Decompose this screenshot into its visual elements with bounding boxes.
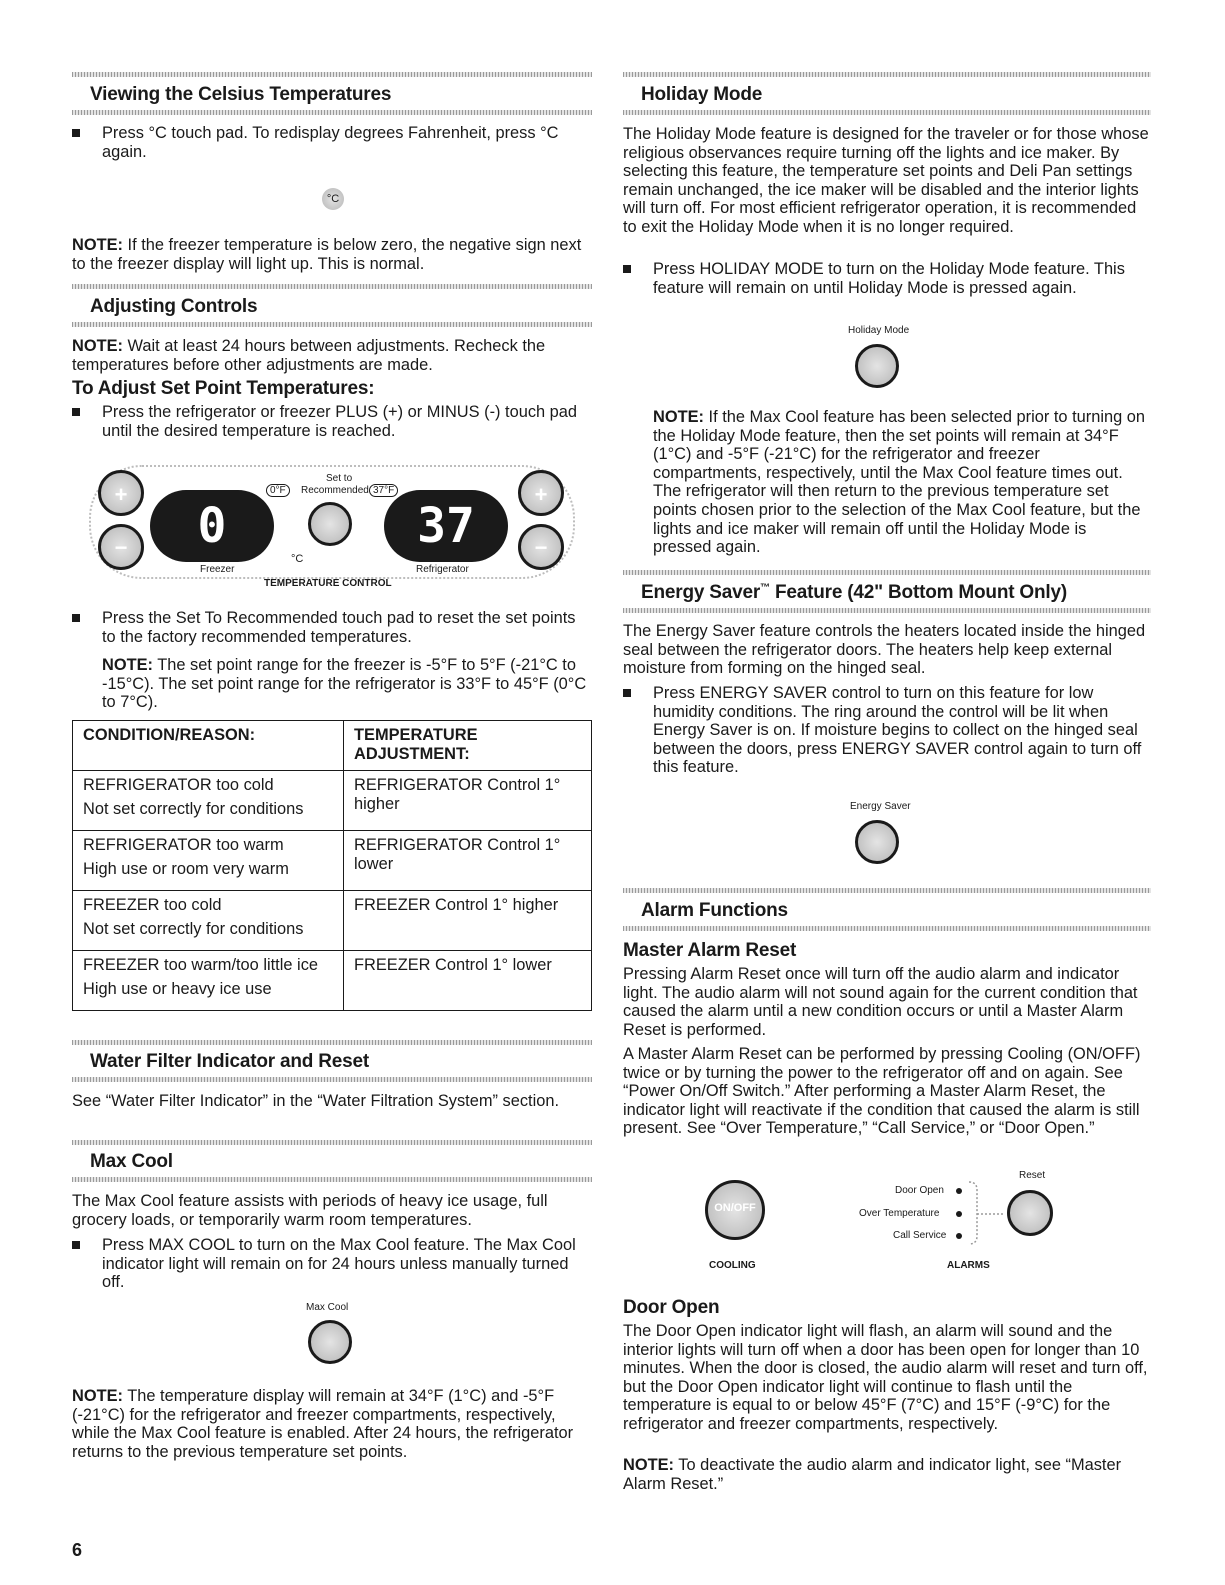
max-cool-text: The Max Cool feature assists with periods of heavy ice usage, full grocery loads, or temporarily warm room temperatures. (72, 1192, 548, 1229)
section-divider (623, 926, 1151, 931)
energy-saver-heading (641, 582, 1067, 604)
section-divider (72, 1140, 592, 1145)
max-cool-note (72, 1387, 592, 1461)
note-text: To deactivate the audio alarm and indicator light, see “Master Alarm Reset.” (623, 1456, 1122, 1493)
section-divider (72, 72, 592, 77)
on-off-label: ON/OFF (714, 1202, 756, 1214)
note-text: If the Max Cool feature has been selected prior to turning on the Holiday Mode feature, then the set points will remain at 34°F (1°C) and -5°F (-21°C) for the refrigerator and freezer compartments, respectively, until the Max Cool feature times out. The refrigerator will then return to the previous temperature set points chosen prior to the selection of the Max Cool feature, but the lights and ice maker will remain off until the Holiday Mode is pressed again. (653, 408, 1145, 557)
note-label: NOTE: (623, 1456, 674, 1474)
reset-label: Reset (1019, 1170, 1046, 1181)
freezer-label: Freezer (200, 564, 235, 575)
fridge-display (384, 490, 508, 562)
section-divider (72, 284, 592, 289)
holiday-mode-label: Holiday Mode (848, 325, 910, 336)
holiday-mode-text: The Holiday Mode feature is designed for the traveler or for those whose religious observances require turning off the lights and ice maker. By selecting this feature, the temperature set points and Deli Pan settings remain unchanged, the ice maker will be disabled and the interior lights will turn off. For most efficient refrigerator operation, it is recommended to exit the Holiday Mode when it is no longer required. (623, 125, 1149, 236)
condition-line: FREEZER too warm/too little ice (83, 956, 318, 974)
door-open-indicator-label: Door Open (895, 1185, 944, 1196)
condition-cell (73, 771, 344, 831)
page-number: 6 (72, 1540, 83, 1560)
table-row (73, 771, 592, 831)
energy-saver-button[interactable] (855, 820, 899, 864)
section-divider (72, 1177, 592, 1182)
table-row (73, 831, 592, 891)
freezer-display-value: 0 (197, 498, 227, 554)
section-divider (72, 1040, 592, 1045)
section-divider (623, 570, 1151, 575)
condition-line: REFRIGERATOR too cold (83, 776, 274, 794)
door-open-text: The Door Open indicator light will flash, an alarm will sound and the interior lights will turn off when a door has been open for longer than 10 minutes. When the door is closed, the audio alarm will reset and turn off, but the Door Open indicator light will continue to flash until the temperature is equal to or below 45°F (7°C) and 15°F (-9°C) for the refrigerator and freezer compartments, respectively. (623, 1322, 1148, 1433)
adjustment-table (72, 720, 592, 1011)
section-divider (72, 1077, 592, 1082)
adjustment-cell: FREEZER Control 1° higher (344, 891, 592, 951)
set-to-label: Set to (326, 473, 353, 484)
condition-line: FREEZER too cold (83, 896, 222, 914)
set-point-range-note (102, 656, 590, 712)
freezer-plus-button[interactable] (98, 470, 144, 516)
holiday-mode-note (653, 408, 1149, 557)
holiday-mode-heading: Holiday Mode (641, 84, 763, 105)
adjusting-heading: Adjusting Controls (90, 296, 258, 317)
note-label: NOTE: (653, 408, 704, 426)
recommended-bullet: Press the Set To Recommended touch pad to reset the set points to the factory recommended temperatures. (102, 609, 590, 646)
condition-cell (73, 951, 344, 1011)
celsius-heading: Viewing the Celsius Temperatures (90, 84, 392, 105)
temperature-control-caption: TEMPERATURE CONTROL (264, 578, 392, 589)
adjustment-header: TEMPERATURE ADJUSTMENT: (344, 721, 592, 771)
note-label: NOTE: (102, 656, 153, 674)
set-to-recommended-button[interactable] (308, 502, 352, 546)
celsius-bullet: Press °C touch pad. To redisplay degrees Fahrenheit, press °C again. (102, 124, 590, 161)
max-cool-label: Max Cool (306, 1302, 349, 1313)
energy-saver-text: The Energy Saver feature controls the heaters located inside the hinged seal between the refrigerator doors. The heaters help keep external moisture from forming on the hinged seal. (623, 622, 1146, 678)
section-divider (623, 72, 1151, 77)
recommended-label: Recommended (301, 485, 369, 496)
trademark-mark: ™ (760, 582, 770, 594)
note-text: The temperature display will remain at 34°F (1°C) and -5°F (-21°C) for the refrigerator and freezer compartments, respectively, while the Max Cool feature is enabled. After 24 hours, the refrigerator returns to the previous temperature set points. (72, 1387, 574, 1461)
master-alarm-reset-subheading: Master Alarm Reset (623, 940, 797, 961)
table-header-row (73, 721, 592, 771)
adjust-bullet: Press the refrigerator or freezer PLUS (+) or MINUS (-) touch pad until the desired temperature is reached. (102, 403, 590, 440)
max-cool-bullet: Press MAX COOL to turn on the Max Cool feature. The Max Cool indicator light will remain on for 24 hours unless manually turned off. (102, 1236, 590, 1292)
celsius-touch-pad (322, 188, 344, 210)
energy-saver-bullet: Press ENERGY SAVER control to turn on this feature for low humidity conditions. The ring around the control will be lit when Energy Saver is on. If moisture begins to collect on the hinged seal between the doors, press ENERGY SAVER control again to turn off this feature. (653, 684, 1149, 777)
note-label: NOTE: (72, 236, 123, 254)
condition-cell (73, 831, 344, 891)
fridge-plus-button[interactable] (518, 470, 564, 516)
condition-header: CONDITION/REASON: (73, 721, 344, 771)
alarm-functions-heading: Alarm Functions (641, 900, 788, 921)
cooling-caption: COOLING (709, 1260, 756, 1271)
note-label: NOTE: (72, 337, 123, 355)
freezer-recommended-badge: 0°F (266, 484, 290, 497)
heading-part: Energy Saver (641, 582, 761, 603)
celsius-label: °C (291, 553, 304, 565)
plus-icon: + (114, 482, 128, 507)
minus-icon: − (534, 535, 548, 560)
condition-cell (73, 891, 344, 951)
section-divider (72, 110, 592, 115)
refrigerator-label: Refrigerator (416, 564, 469, 575)
section-divider (623, 608, 1151, 613)
table-row (73, 891, 592, 951)
door-open-note (623, 1456, 1151, 1493)
set-point-subheading: To Adjust Set Point Temperatures: (72, 378, 375, 399)
condition-line: High use or room very warm (83, 860, 289, 878)
note-text: Wait at least 24 hours between adjustments. Recheck the temperatures before other adjustments are made. (72, 337, 546, 374)
energy-saver-label: Energy Saver (850, 801, 911, 812)
section-divider (623, 888, 1151, 893)
condition-line: Not set correctly for conditions (83, 920, 304, 938)
adjustment-cell: FREEZER Control 1° lower (344, 951, 592, 1011)
master-alarm-text-2: A Master Alarm Reset can be performed by pressing Cooling (ON/OFF) twice or by turning the power to the refrigerator off and on again. See “Power On/Off Switch.” After performing a Master Alarm Reset, the indicator light will reactivate if the condition that caused the alarm is still present. See “Over Temperature,” “Call Service,” or “Door Open.” (623, 1045, 1141, 1138)
holiday-mode-button[interactable] (855, 344, 899, 388)
celsius-note (72, 236, 592, 273)
celsius-icon: °C (326, 193, 340, 205)
alarm-reset-button[interactable] (1007, 1190, 1053, 1236)
door-open-subheading: Door Open (623, 1297, 720, 1318)
section-divider (72, 322, 592, 327)
adjusting-note (72, 337, 592, 374)
freezer-display (150, 490, 274, 562)
condition-line: High use or heavy ice use (83, 980, 272, 998)
condition-line: Not set correctly for conditions (83, 800, 304, 818)
water-filter-heading: Water Filter Indicator and Reset (90, 1051, 370, 1072)
plus-icon: + (534, 482, 548, 507)
section-divider (623, 110, 1151, 115)
call-service-indicator-label: Call Service (893, 1230, 947, 1241)
over-temperature-indicator-label: Over Temperature (859, 1208, 940, 1219)
master-alarm-text-1: Pressing Alarm Reset once will turn off the audio alarm and indicator light. The audio alarm will not sound again for the current condition that caused the alarm until a new condition occurs or until a Master Alarm Reset is performed. (623, 965, 1138, 1039)
freezer-minus-button[interactable] (98, 524, 144, 570)
note-label: NOTE: (72, 1387, 123, 1405)
table-row (73, 951, 592, 1011)
minus-icon: − (114, 535, 128, 560)
max-cool-heading: Max Cool (90, 1151, 173, 1172)
alarm-control-panel (683, 1168, 1103, 1276)
max-cool-button[interactable] (308, 1320, 352, 1364)
fridge-minus-button[interactable] (518, 524, 564, 570)
fridge-display-value: 37 (417, 498, 475, 554)
note-text: The set point range for the freezer is -5°F to 5°F (-21°C to -15°C). The set point range for the refrigerator is 33°F to 45°F (0°C to 7°C). (102, 656, 587, 712)
cooling-on-off-button[interactable] (705, 1180, 765, 1240)
holiday-mode-bullet: Press HOLIDAY MODE to turn on the Holiday Mode feature. This feature will remain on until Holiday Mode is pressed again. (653, 260, 1149, 297)
adjustment-cell: REFRIGERATOR Control 1° lower (344, 831, 592, 891)
heading-part: Feature (42" Bottom Mount Only) (769, 582, 1067, 603)
adjustment-cell: REFRIGERATOR Control 1° higher (344, 771, 592, 831)
water-filter-text: See “Water Filter Indicator” in the “Water Filtration System” section. (72, 1092, 560, 1110)
fridge-recommended-badge: 37°F (369, 484, 398, 497)
alarms-caption: ALARMS (947, 1260, 990, 1271)
temperature-control-panel (82, 460, 582, 590)
condition-line: REFRIGERATOR too warm (83, 836, 284, 854)
note-text: If the freezer temperature is below zero, the negative sign next to the freezer display will light up. This is normal. (72, 236, 582, 273)
